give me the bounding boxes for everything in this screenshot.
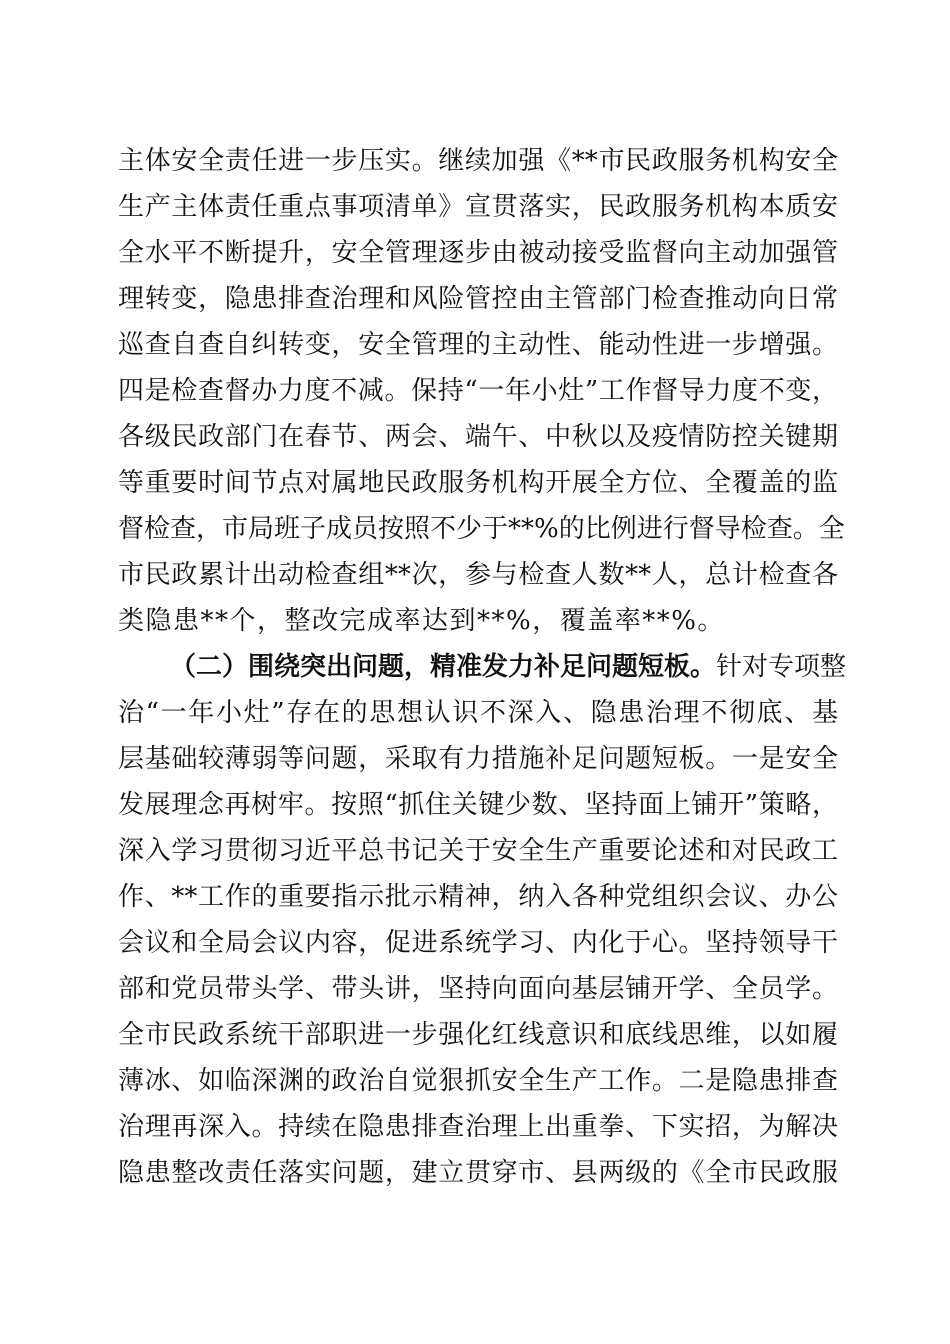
body-line: 薄冰、如临深渊的政治自觉狠抓安全生产工作。二是隐患排查 xyxy=(118,1066,838,1096)
body-line: 层基础较薄弱等问题，采取有力措施补足问题短板。一是安全 xyxy=(118,744,838,774)
body-line: 会议和全局会议内容，促进系统学习、内化于心。坚持领导干 xyxy=(118,928,838,958)
body-line: 四是检查督办力度不减。保持“一年小灶”工作督导力度不变， xyxy=(118,376,838,406)
body-line: 作、**工作的重要指示批示精神，纳入各种党组织会议、办公 xyxy=(118,882,838,912)
body-line: 生产主体责任重点事项清单》宣贯落实，民政服务机构本质安 xyxy=(118,192,838,222)
body-line: 全市民政系统干部职进一步强化红线意识和底线思维，以如履 xyxy=(118,1020,838,1050)
body-line: 督检查，市局班子成员按照不少于**%的比例进行督导检查。全 xyxy=(118,514,845,544)
body-line: 类隐患**个，整改完成率达到**%，覆盖率**%。 xyxy=(118,606,725,636)
body-line: 部和党员带头学、带头讲，坚持向面向基层铺开学、全员学。 xyxy=(118,974,838,1004)
body-line: 治理再深入。持续在隐患排查治理上出重拳、下实招，为解决 xyxy=(118,1112,838,1142)
body-line: 深入学习贯彻习近平总书记关于安全生产重要论述和对民政工 xyxy=(118,836,838,866)
section-first-line xyxy=(170,644,847,690)
body-line: 发展理念再树牢。按照“抓住关键少数、坚持面上铺开”策略， xyxy=(118,790,838,820)
body-line: 巡查自查自纠转变，安全管理的主动性、能动性进一步增强。 xyxy=(118,330,838,360)
section-first-line-rest: 针对专项整 xyxy=(716,652,847,682)
body-line: 市民政累计出动检查组**次，参与检查人数**人，总计检查各 xyxy=(118,560,838,590)
body-line: 治“一年小灶”存在的思想认识不深入、隐患治理不彻底、基 xyxy=(118,698,838,728)
body-line: 各级民政部门在春节、两会、端午、中秋以及疫情防控关键期 xyxy=(118,422,838,452)
body-line: 理转变，隐患排查治理和风险管控由主管部门检查推动向日常 xyxy=(118,284,838,314)
body-line: 全水平不断提升，安全管理逐步由被动接受监督向主动加强管 xyxy=(118,238,838,268)
body-line: 主体安全责任进一步压实。继续加强《**市民政服务机构安全 xyxy=(118,146,838,176)
body-line: 等重要时间节点对属地民政服务机构开展全方位、全覆盖的监 xyxy=(118,468,838,498)
body-line: 隐患整改责任落实问题，建立贯穿市、县两级的《全市民政服 xyxy=(118,1158,838,1188)
section-heading: （二）围绕突出问题，精准发力补足问题短板。 xyxy=(170,652,717,682)
